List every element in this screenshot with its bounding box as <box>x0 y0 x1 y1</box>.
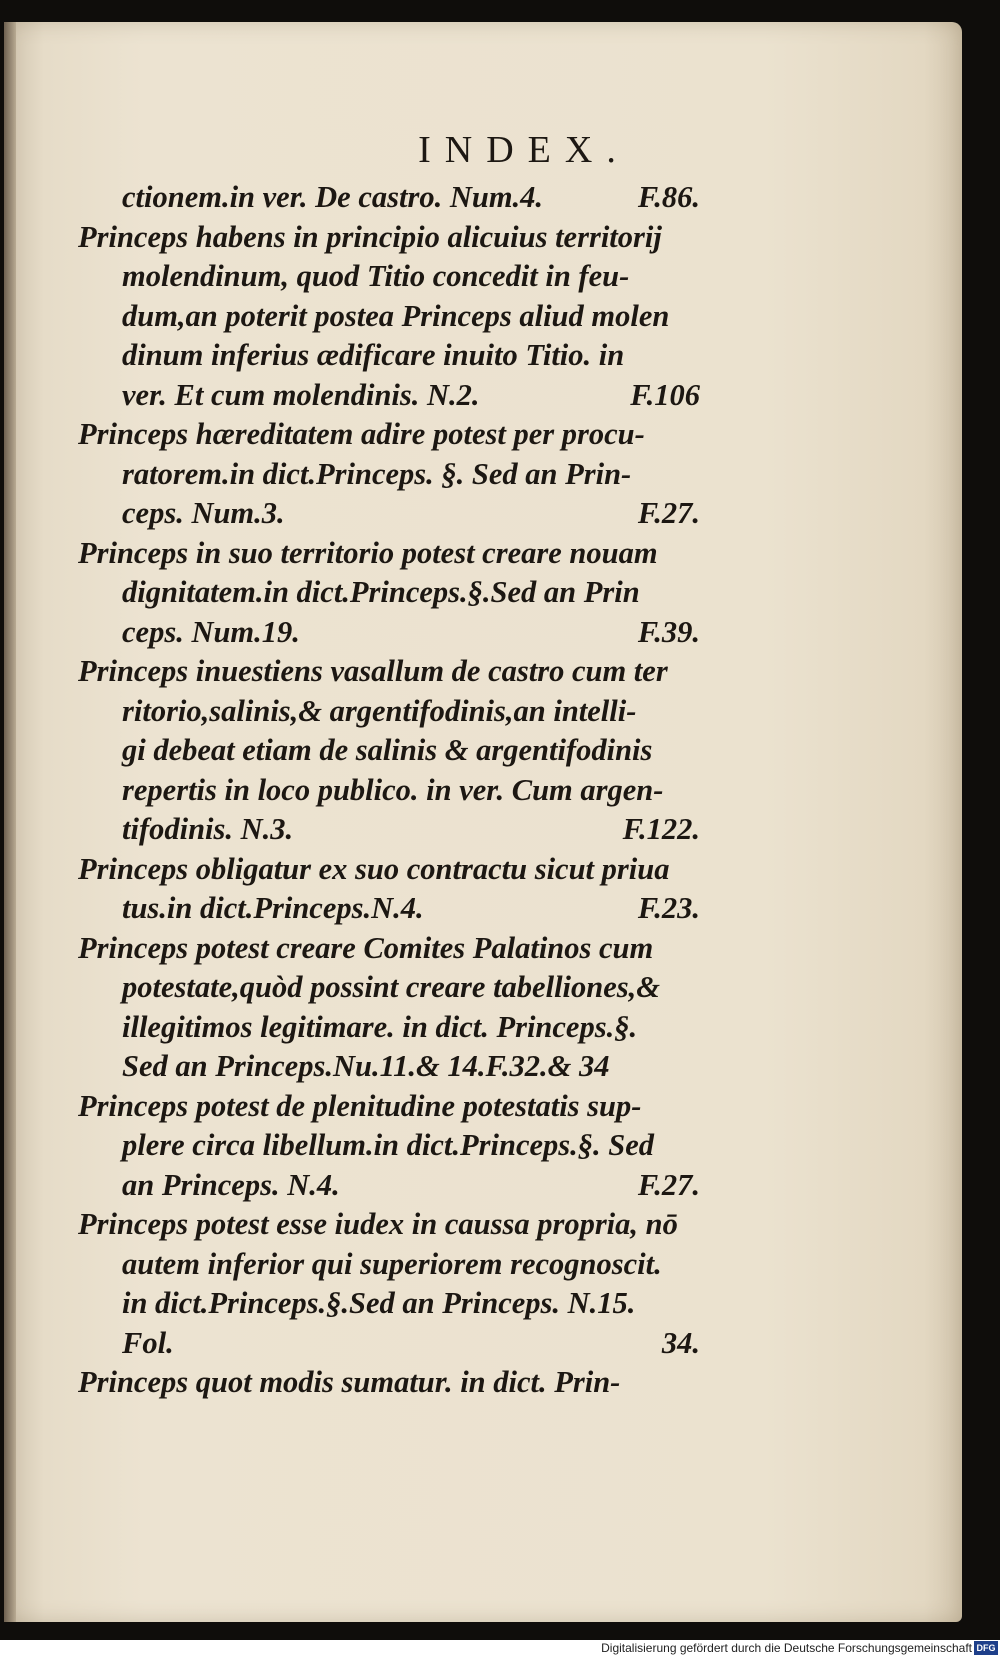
page-gutter-shadow <box>4 22 16 1622</box>
index-entry <box>78 218 700 416</box>
index-entry <box>78 415 700 534</box>
entry-line <box>78 1126 700 1166</box>
entry-text: ceps. Num.19. <box>122 614 300 649</box>
entry-text: Princeps habens in principio alicuius territorij <box>78 219 662 254</box>
index-entry <box>78 850 700 929</box>
entry-line <box>78 1087 700 1127</box>
entry-text: dignitatem.in dict.Princeps.§.Sed an Prin <box>122 575 640 609</box>
entry-text: dinum inferius ædificare inuito Titio. in <box>122 338 625 372</box>
entry-line <box>78 494 700 534</box>
index-entry <box>78 178 700 218</box>
index-entry <box>78 1087 700 1206</box>
entry-text: gi debeat etiam de salinis & argentifodinis <box>122 733 653 767</box>
entry-text: plere circa libellum.in dict.Princeps.§. Sed <box>122 1128 655 1162</box>
folio-reference: F.122. <box>622 812 700 846</box>
folio-reference: F.23. <box>637 891 700 925</box>
index-entry <box>78 1363 700 1403</box>
entry-line <box>78 534 700 574</box>
entry-line <box>78 297 700 337</box>
entry-line <box>78 1205 700 1245</box>
folio-reference: F.106 <box>630 377 700 412</box>
index-entry <box>78 534 700 653</box>
entry-text: ceps. Num.3. <box>122 496 285 530</box>
entry-line <box>78 1284 700 1324</box>
entry-text: ctionem.in ver. De castro. Num.4. <box>122 180 544 214</box>
entry-line <box>78 178 700 218</box>
entry-line <box>78 613 700 653</box>
index-entries <box>78 178 700 1403</box>
entry-line <box>78 415 700 455</box>
folio-reference: F.27. <box>637 496 700 530</box>
folio-reference: 34. <box>661 1325 700 1360</box>
entry-text: autem inferior qui superiorem recognoscit. <box>122 1246 662 1281</box>
entry-text: molendinum, quod Titio concedit in feu- <box>122 259 630 293</box>
entry-text: Princeps hæreditatem adire potest per procu- <box>78 417 645 451</box>
entry-line <box>78 652 700 692</box>
entry-text: Princeps potest de plenitudine potestatis sup- <box>78 1088 642 1123</box>
entry-line <box>78 573 700 613</box>
folio-reference: F.27. <box>637 1167 700 1202</box>
entry-text: potestate,quòd possint creare tabelliones,& <box>122 970 660 1004</box>
entry-text: tifodinis. N.3. <box>122 812 294 846</box>
entry-text: Princeps potest creare Comites Palatinos cum <box>78 930 654 965</box>
entry-text: an Princeps. N.4. <box>122 1167 340 1202</box>
entry-text: Fol. <box>122 1325 174 1360</box>
entry-line <box>78 218 700 258</box>
entry-line <box>78 257 700 297</box>
entry-line <box>78 889 700 929</box>
entry-line <box>78 692 700 732</box>
entry-line <box>78 455 700 495</box>
entry-line <box>78 929 700 969</box>
index-entry <box>78 929 700 1087</box>
entry-line <box>78 850 700 890</box>
entry-line <box>78 1363 700 1403</box>
entry-text: illegitimos legitimare. in dict. Princeps.§. <box>122 1009 638 1044</box>
entry-text: Princeps in suo territorio potest creare nouam <box>78 535 658 570</box>
entry-line <box>78 376 700 416</box>
entry-line <box>78 1324 700 1364</box>
entry-text: ratorem.in dict.Princeps. §. Sed an Prin- <box>122 456 632 491</box>
entry-text: Princeps potest esse iudex in caussa propria, nō <box>78 1207 678 1241</box>
entry-text: in dict.Princeps.§.Sed an Princeps. N.15. <box>122 1286 636 1320</box>
page-title: INDEX. <box>418 129 630 171</box>
entry-line <box>78 731 700 771</box>
index-entry <box>78 1205 700 1363</box>
dfg-logo-icon: DFG <box>974 1641 998 1655</box>
entry-line <box>78 336 700 376</box>
entry-line <box>78 771 700 811</box>
folio-reference: F.39. <box>637 614 700 649</box>
folio-reference: F.86. <box>637 180 700 214</box>
entry-line <box>78 1245 700 1285</box>
entry-line <box>78 968 700 1008</box>
footer-credit: Digitalisierung gefördert durch die Deutsche Forschungsgemeinschaft <box>601 1641 972 1655</box>
index-entry <box>78 652 700 850</box>
entry-text: Princeps quot modis sumatur. in dict. Prin- <box>78 1365 621 1399</box>
entry-text: dum,an poterit postea Princeps aliud molen <box>122 298 670 333</box>
entry-line <box>78 1047 700 1087</box>
entry-text: ver. Et cum molendinis. N.2. <box>122 377 480 412</box>
entry-text: ritorio,salinis,& argentifodinis,an intelli- <box>122 693 637 728</box>
entry-text: Princeps inuestiens vasallum de castro cum ter <box>78 654 668 688</box>
entry-text: tus.in dict.Princeps.N.4. <box>122 891 424 925</box>
entry-text: repertis in loco publico. in ver. Cum argen- <box>122 772 664 807</box>
entry-line <box>78 1008 700 1048</box>
entry-text: Princeps obligatur ex suo contractu sicut priua <box>78 851 670 886</box>
entry-line <box>78 810 700 850</box>
entry-line <box>78 1166 700 1206</box>
entry-text: Sed an Princeps.Nu.11.& 14.F.32.& 34 <box>122 1049 610 1083</box>
